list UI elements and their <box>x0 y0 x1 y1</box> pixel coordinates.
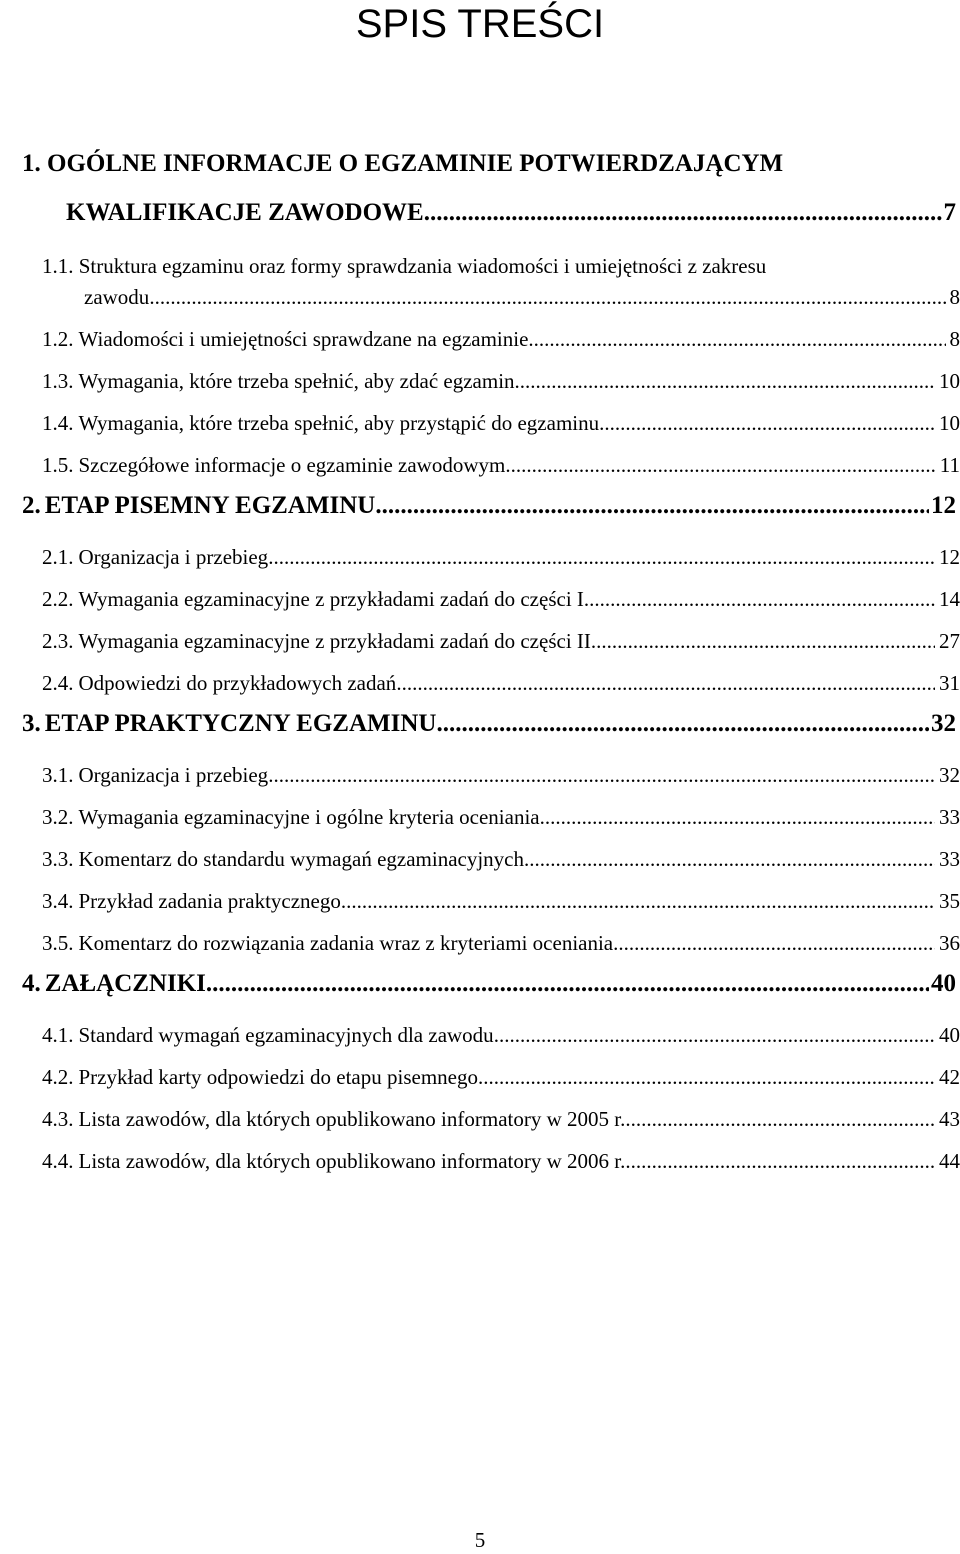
toc-item-label: Lista zawodów, dla których opublikowano informatory w 2005 r. <box>78 1107 626 1131</box>
toc-dot-leader <box>268 763 935 788</box>
toc-item-3-4[interactable] <box>42 889 960 914</box>
page-number: 5 <box>474 1528 486 1552</box>
toc-item-number: 1.5. <box>42 453 74 477</box>
toc-item-number: 3.4. <box>42 889 74 913</box>
toc-item-label: Standard wymagań egzaminacyjnych dla zawodu <box>78 1023 494 1047</box>
toc-section-label: ZAŁĄCZNIKI <box>44 970 206 997</box>
toc-page-number: 10 <box>939 411 960 435</box>
toc-page-number: 8 <box>949 327 960 351</box>
toc-item-2-3[interactable] <box>42 629 960 654</box>
toc-page-number: 31 <box>939 671 960 695</box>
toc-item-label: Szczegółowe informacje o egzaminie zawodowym <box>78 453 506 477</box>
toc-section-label: 1. OGÓLNE INFORMACJE O EGZAMINIE POTWIERDZAJĄCYM <box>22 150 784 177</box>
toc-item-number: 3.1. <box>42 763 74 787</box>
toc-section-label: ETAP PRAKTYCZNY EGZAMINU <box>44 710 437 737</box>
toc-dot-leader <box>625 1149 935 1174</box>
toc-item-number: 3.5. <box>42 931 74 955</box>
toc-page-number: 27 <box>939 629 960 653</box>
toc-item-label: Wymagania, które trzeba spełnić, aby zdać egzamin <box>78 369 515 393</box>
toc-dot-leader <box>149 285 945 310</box>
toc-page-number: 40 <box>931 970 956 997</box>
toc-item-number: 1.4. <box>42 411 74 435</box>
toc-dot-leader <box>540 805 935 830</box>
toc-page-number: 43 <box>939 1107 960 1131</box>
toc-item-2-1[interactable] <box>42 545 960 570</box>
toc-item-label: Wymagania egzaminacyjne z przykładami zadań do części I <box>78 587 584 611</box>
toc-dot-leader <box>206 970 929 998</box>
toc-dot-leader <box>268 545 935 570</box>
toc-item-2-4[interactable] <box>42 671 960 696</box>
toc-item-4-1[interactable] <box>42 1023 960 1048</box>
toc-page-number: 32 <box>939 763 960 787</box>
toc-item-number: 4.3. <box>42 1107 74 1131</box>
toc-item-label: Komentarz do rozwiązania zadania wraz z kryteriami oceniania <box>78 931 614 955</box>
toc-item-label: Struktura egzaminu oraz formy sprawdzania wiadomości i umiejętności z zakresu <box>78 254 767 278</box>
toc-page-number: 32 <box>931 710 956 737</box>
toc-item-4-3[interactable] <box>42 1107 960 1132</box>
toc-item-number: 1.2. <box>42 327 74 351</box>
toc-item-3-3[interactable] <box>42 847 960 872</box>
toc-dot-leader <box>599 411 935 436</box>
toc-item-number: 3.3. <box>42 847 74 871</box>
toc-page-number: 33 <box>939 805 960 829</box>
toc-dot-leader <box>591 629 935 654</box>
toc-section-1-line1[interactable] <box>22 150 956 178</box>
toc-page-number: 8 <box>949 285 960 309</box>
toc-page-number: 12 <box>931 492 956 519</box>
toc-dot-leader <box>436 710 929 738</box>
toc-item-label: Lista zawodów, dla których opublikowano informatory w 2006 r. <box>78 1149 626 1173</box>
toc-section-number: 2. <box>22 492 41 519</box>
toc-dot-leader <box>528 327 945 352</box>
toc-dot-leader <box>515 369 935 394</box>
toc-item-label: zawodu <box>84 285 150 309</box>
toc-item-number: 2.3. <box>42 629 74 653</box>
toc-item-1-4[interactable] <box>42 411 960 436</box>
toc-section-2[interactable] <box>22 492 956 520</box>
toc-item-3-1[interactable] <box>42 763 960 788</box>
toc-item-number: 1.3. <box>42 369 74 393</box>
toc-section-3[interactable] <box>22 710 956 738</box>
toc-item-number: 4.4. <box>42 1149 74 1173</box>
toc-section-label: ETAP PISEMNY EGZAMINU <box>44 492 376 519</box>
toc-item-1-1-line2[interactable] <box>84 285 960 310</box>
toc-item-label: Wymagania, które trzeba spełnić, aby przystąpić do egzaminu <box>78 411 600 435</box>
toc-page-number: 7 <box>943 199 956 226</box>
toc-item-4-2[interactable] <box>42 1065 960 1090</box>
toc-page-number: 12 <box>939 545 960 569</box>
toc-item-3-5[interactable] <box>42 931 960 956</box>
toc-dot-leader <box>625 1107 935 1132</box>
toc-dot-leader <box>613 931 935 956</box>
toc-item-label: Wiadomości i umiejętności sprawdzane na egzaminie <box>78 327 529 351</box>
toc-section-1-line2[interactable] <box>66 199 956 227</box>
toc-dot-leader <box>478 1065 935 1090</box>
toc-section-number: 4. <box>22 970 41 997</box>
toc-section-label: KWALIFIKACJE ZAWODOWE <box>66 199 424 226</box>
page-title: SPIS TREŚCI <box>355 2 605 46</box>
toc-section-number: 3. <box>22 710 41 737</box>
toc-page-number: 44 <box>939 1149 960 1173</box>
toc-dot-leader <box>424 199 942 227</box>
toc-dot-leader <box>375 492 929 520</box>
toc-item-number: 2.4. <box>42 671 74 695</box>
toc-item-2-2[interactable] <box>42 587 960 612</box>
toc-item-label: Organizacja i przebieg <box>78 545 269 569</box>
toc-item-4-4[interactable] <box>42 1149 960 1174</box>
toc-item-label: Przykład zadania praktycznego <box>78 889 341 913</box>
toc-item-label: Odpowiedzi do przykładowych zadań <box>78 671 397 695</box>
toc-page-number: 11 <box>939 453 960 477</box>
toc-item-1-3[interactable] <box>42 369 960 394</box>
toc-item-1-5[interactable] <box>42 453 960 478</box>
toc-item-label: Komentarz do standardu wymagań egzaminacyjnych <box>78 847 525 871</box>
toc-item-1-1-line1[interactable] <box>42 254 960 279</box>
toc-item-label: Przykład karty odpowiedzi do etapu pisemnego <box>78 1065 478 1089</box>
toc-dot-leader <box>341 889 935 914</box>
toc-dot-leader <box>494 1023 935 1048</box>
toc-item-3-2[interactable] <box>42 805 960 830</box>
toc-page-number: 40 <box>939 1023 960 1047</box>
toc-item-number: 4.1. <box>42 1023 74 1047</box>
toc-item-number: 2.2. <box>42 587 74 611</box>
toc-item-number: 4.2. <box>42 1065 74 1089</box>
toc-item-label: Wymagania egzaminacyjne z przykładami zadań do części II <box>78 629 591 653</box>
toc-item-label: Wymagania egzaminacyjne i ogólne kryteria oceniania <box>78 805 540 829</box>
toc-item-number: 1.1. <box>42 254 74 278</box>
toc-dot-leader <box>524 847 935 872</box>
toc-page-number: 14 <box>939 587 960 611</box>
toc-dot-leader <box>396 671 935 696</box>
toc-page-number: 42 <box>939 1065 960 1089</box>
toc-item-number: 3.2. <box>42 805 74 829</box>
toc-page-number: 33 <box>939 847 960 871</box>
toc-page-number: 10 <box>939 369 960 393</box>
toc-page-number: 35 <box>939 889 960 913</box>
toc-dot-leader <box>505 453 935 478</box>
toc-item-label: Organizacja i przebieg <box>78 763 269 787</box>
toc-item-number: 2.1. <box>42 545 74 569</box>
toc-page-number: 36 <box>939 931 960 955</box>
toc-section-4[interactable] <box>22 970 956 998</box>
toc-dot-leader <box>584 587 935 612</box>
toc-item-1-2[interactable] <box>42 327 960 352</box>
